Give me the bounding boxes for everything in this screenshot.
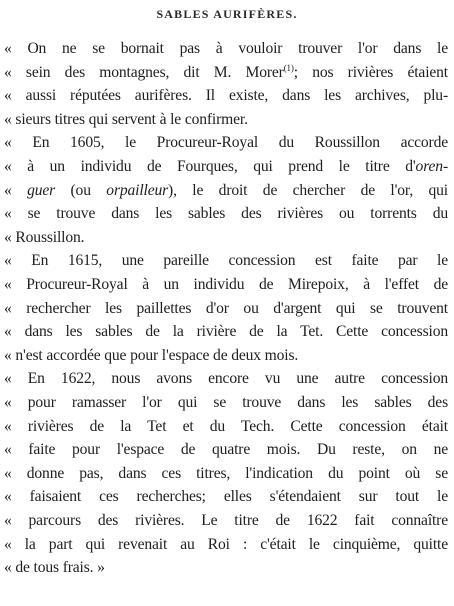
text-run: ; nos rivières étaient [293,63,448,81]
text-run: « de tous frais. » [4,559,105,577]
text-run: (ou [55,181,107,199]
text-line [4,391,448,414]
text-line [4,84,448,107]
text-run: « la part qui revenait au Roi : c'était le cinquième, quitte [4,535,448,553]
text-run: « sieurs titres qui servent à le confirmer. [4,110,248,128]
text-run: « On ne se bornait pas à vouloir trouver l'or dans le [4,40,448,57]
text-run: « faisaient ces recherches; elles s'étendaient sur tout le [4,488,448,506]
text-run: « Roussillon. [4,228,85,246]
text-line [4,533,448,556]
text-line [4,556,448,579]
text-line [4,297,448,320]
text-run: « n'est accordée que pour l'espace de deux mois. [4,346,299,364]
italic-term: orpailleur [106,181,169,199]
text-line [4,108,448,131]
text-run: « aussi réputées aurifères. Il existe, dans les archives, plu- [4,87,448,105]
text-run: « parcours des rivières. Le titre de 1622 fait connaître [4,512,448,529]
text-line [4,131,448,154]
text-line [4,320,448,343]
italic-term: guer [27,181,56,199]
text-line [4,37,448,60]
text-run: « rechercher les paillettes d'or ou d'argent qui se trouvent [4,299,448,317]
text-run: « pour ramasser l'or qui se trouve dans les sables des [4,394,448,411]
text-run: « rivières de la Tet et du Tech. Cette concession était [4,417,448,435]
text-line [4,249,448,272]
text-run: « En 1605, le Procureur-Royal du Roussillon accorde [4,134,448,152]
text-run: « Procureur-Royal à un individu de Mirepoix, à l'effet de [4,276,448,293]
footnote-ref: (1) [283,62,294,73]
text-run: « [4,181,28,199]
text-line [4,273,448,296]
text-run: « En 1615, une pareille concession est faite par le [4,252,448,270]
text-line [4,61,448,84]
text-run: « dans les sables de la rivière de la Tet. Cette concession [4,323,448,341]
text-run: « sein des montagnes, dit M. Morer [4,63,284,81]
text-line [4,415,448,438]
text-run: « faite pour l'espace de quatre mois. Du reste, on ne [4,441,448,459]
text-run: « se trouve dans les sables des rivières ou torrents du [4,205,448,223]
text-run: « à un individu de Fourques, qui prend le titre d' [4,158,416,175]
text-line [4,155,448,178]
text-line [4,438,448,461]
text-line [4,509,448,532]
text-line [4,485,448,508]
text-line [4,462,448,485]
text-run: « En 1622, nous avons encore vu une autre concession [4,370,448,388]
italic-term: oren- [415,158,448,175]
text-line [4,179,448,202]
text-line [4,344,448,367]
text-line [4,202,448,225]
text-line [4,367,448,390]
text-run: ), le droit de chercher de l'or, qui [168,181,448,199]
text-run: « donne pas, dans ces titres, l'indication du point où se [4,464,448,482]
page-title: SABLES AURIFÈRES. [156,7,298,21]
text-line [4,226,448,249]
